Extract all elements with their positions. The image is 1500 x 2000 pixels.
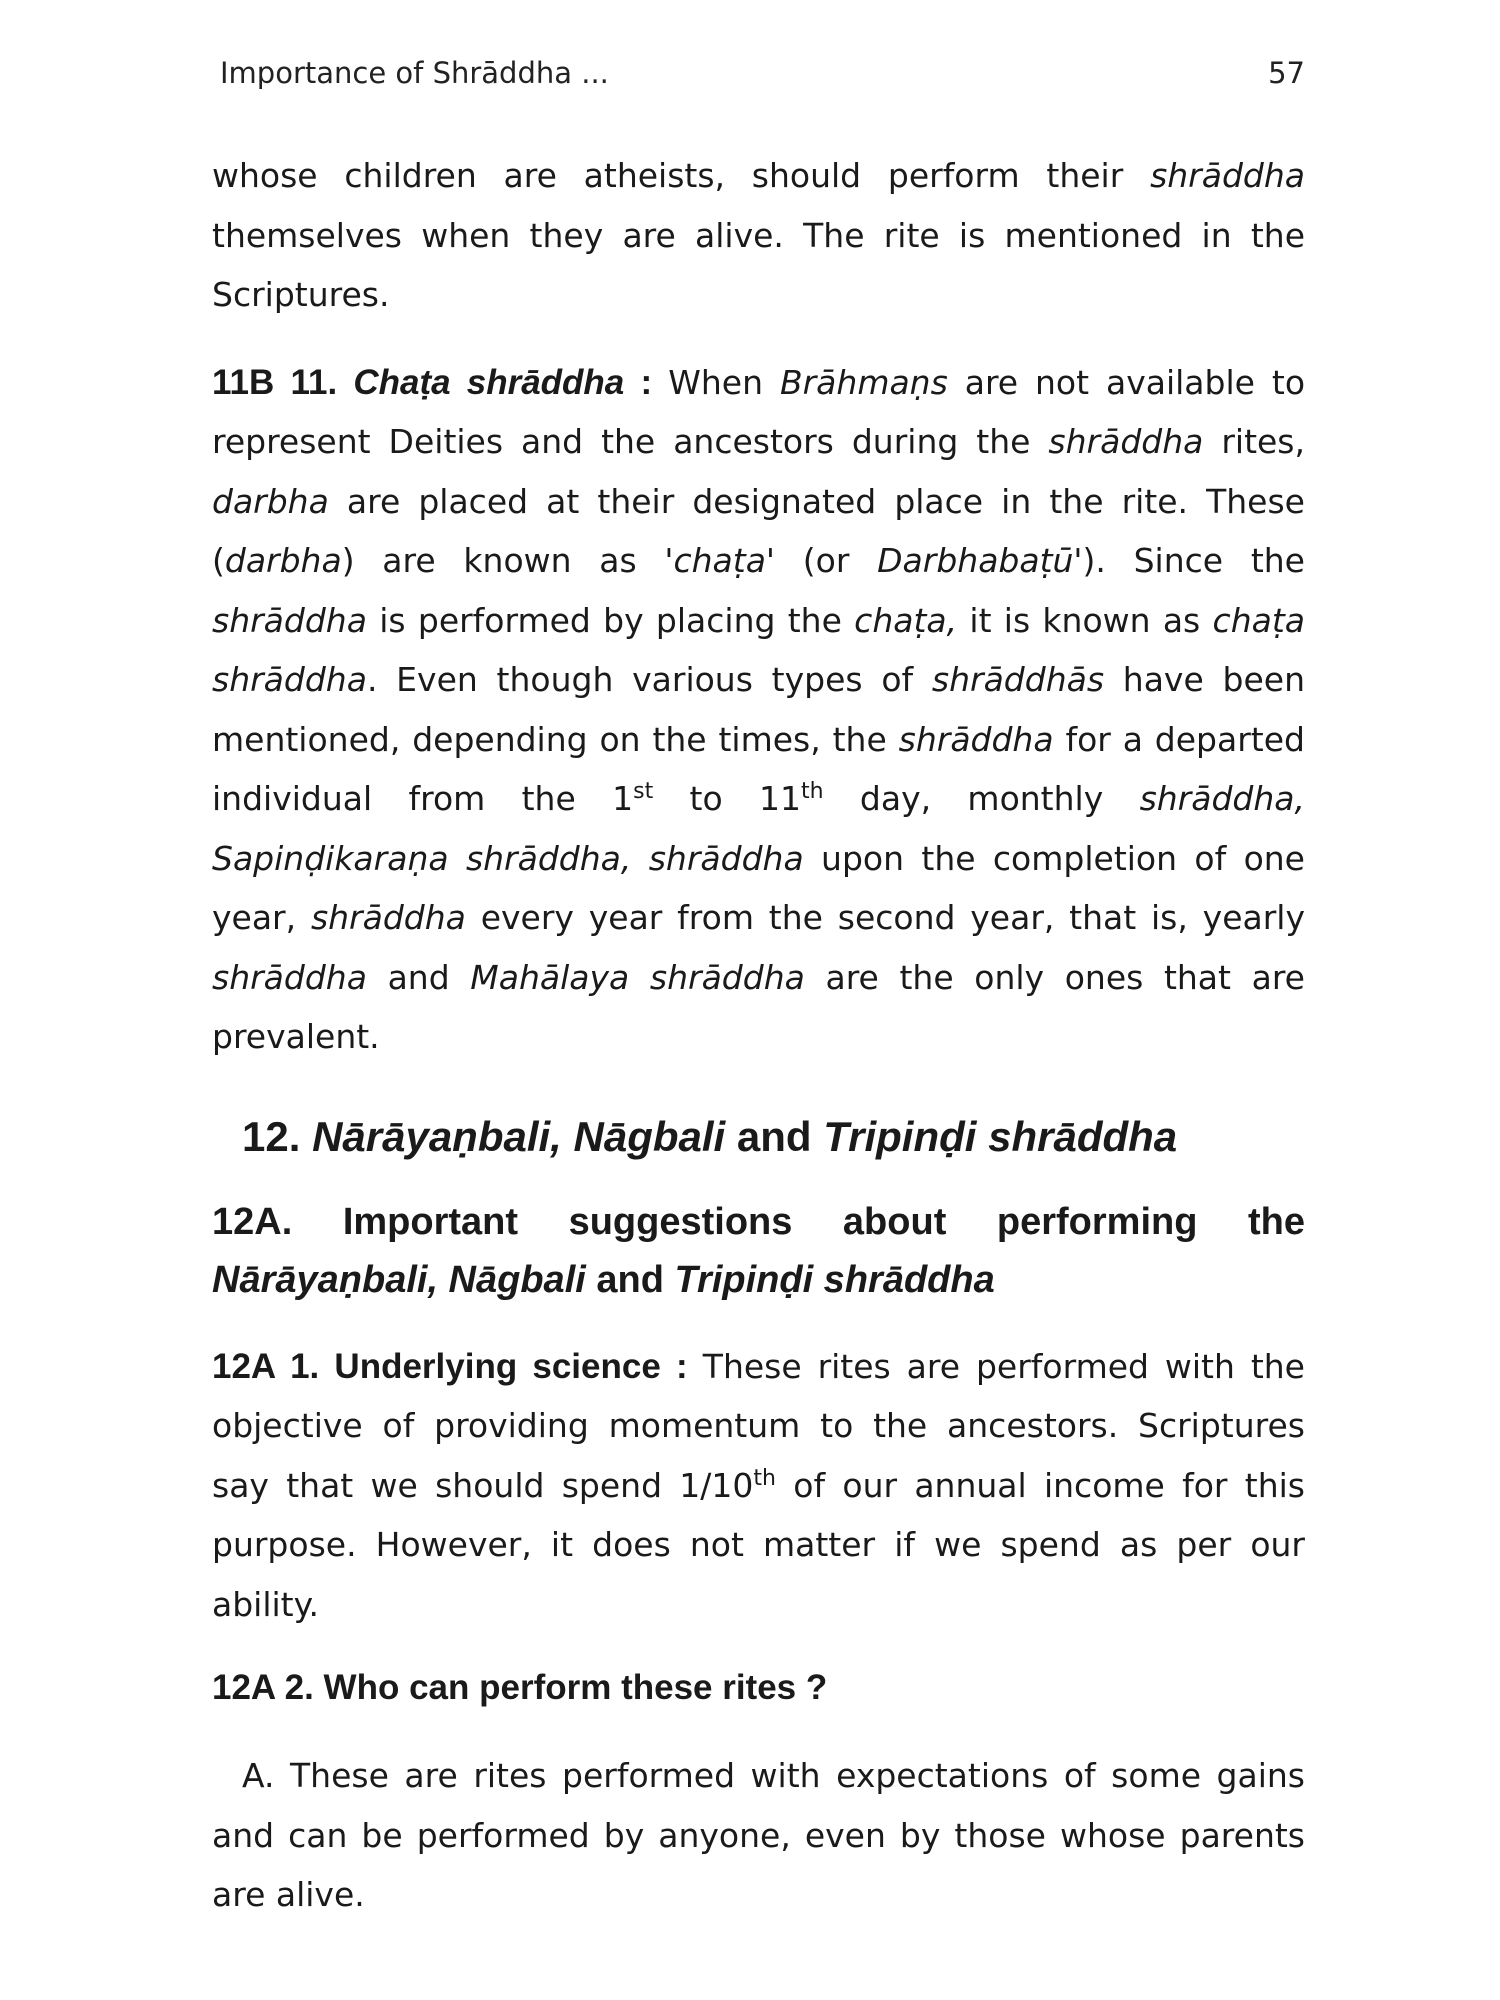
paragraph-chata-shraddha: 11B 11. Chaṭa shrāddha : When Brāhmaṇs are not available to represent Deities and the ancestors during the shrāddha rites, darbha are placed at their designated place in the rite. These (darbha) are known as 'chaṭa' (or Darbhabaṭū'). Since the shrāddha is performed by placing the chaṭa, it is known as chaṭa shrāddha. Even though various types of shrāddhās have been mentioned, depending on the times, the shrāddha for a departed individual from the 1st to 11th day, monthly shrāddha, Sapinḍikaraṇa shrāddha, shrāddha upon the completion of one year, shrāddha every year from the second year, that is, yearly shrāddha and Mahālaya shrāddha are the only ones that are prevalent. [212,362,1306,1056]
section-heading-12a2: 12A 2. Who can perform these rites ? [212,1668,828,1707]
section-label-12a1: 12A 1. Underlying science [212,1346,661,1386]
section-heading-12a: 12A. Important suggestions about performing the Nārāyaṇbali, Nāgbali and Tripinḍi shrāddha [212,1200,1305,1301]
page-number: 57 [1268,56,1305,90]
running-header [212,48,1305,98]
body-text [212,146,1305,1925]
paragraph-continuation: whose children are atheists, should perform their shrāddha themselves when they are alive. The rite is mentioned in the Scriptures. [212,156,1305,314]
running-title: Importance of Shrāddha ... [220,56,609,90]
paragraph-list-item-a: A. These are rites performed with expectations of some gains and can be performed by anyone, even by those whose parents are alive. [212,1756,1305,1914]
section-heading-12: 12. Nārāyaṇbali, Nāgbali and Tripinḍi shrāddha [242,1112,1178,1160]
section-label-11b11: 11B 11. Chaṭa shrāddha : [212,362,669,402]
paragraph-underlying-science: 12A 1. Underlying science : These rites are performed with the objective of providing momentum to the ancestors. Scriptures say that we should spend 1/10th of our annual income for this purpose. However, it does not matter if we spend as per our ability. [212,1346,1305,1624]
